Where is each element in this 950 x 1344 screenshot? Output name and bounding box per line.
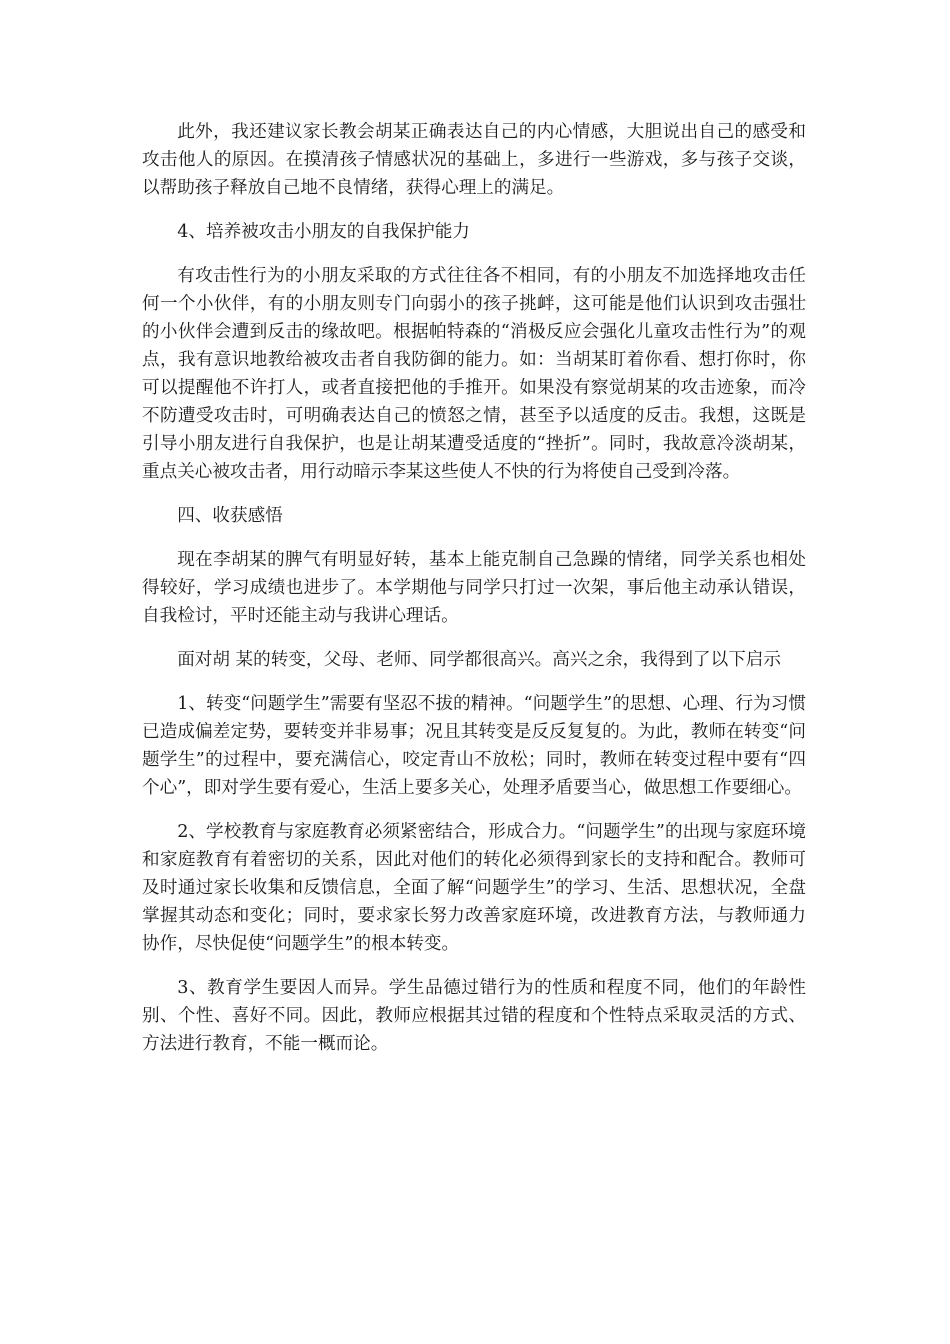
paragraph-inspiration-intro: 面对胡 某的转变，父母、老师、同学都很高兴。高兴之余，我得到了以下启示 xyxy=(177,650,781,670)
paragraph-improvement: 现在李胡某的脾气有明显好转，基本上能克制自己急躁的情绪，同学关系也相处得较好，学习成绩也进步了。本学期他与同学只打过一次架，事后他主动承认错误，自我检讨，平时还能主动与我讲心理话。 xyxy=(142,550,806,626)
section-heading-reflection: 四、收获感悟 xyxy=(177,506,283,526)
document-body xyxy=(142,118,806,1074)
paragraph-insight-3: 3、教育学生要因人而异。学生品德过错行为的性质和程度不同，他们的年龄性别、个性、喜好不同。因此，教师应根据其过错的程度和个性特点采取灵活的方式、方法进行教育，不能一概而论。 xyxy=(142,978,806,1054)
paragraph-insight-2: 2、学校教育与家庭教育必须紧密结合，形成合力。“问题学生”的出现与家庭环境和家庭教育有着密切的关系，因此对他们的转化必须得到家长的支持和配合。教师可及时通过家长收集和反馈信息，全面了解“问题学生”的学习、生活、思想状况，全盘掌握其动态和变化；同时，要求家长努力改善家庭环境，改进教育方法，与教师通力协作，尽快促使“问题学生”的根本转变。 xyxy=(142,822,806,954)
paragraph-insight-1: 1、转变“问题学生”需要有坚忍不拔的精神。“问题学生”的思想、心理、行为习惯已造成偏差定势，要转变并非易事；况且其转变是反反复复的。为此，教师在转变“问题学生”的过程中，要充满信心，咬定青山不放松；同时，教师在转变过程中要有“四个心”，即对学生要有爱心，生活上要多关心，处理矛盾要当心，做思想工作要细心。 xyxy=(142,694,806,798)
paragraph-parent-expression: 此外，我还建议家长教会胡某正确表达自己的内心情感，大胆说出自己的感受和攻击他人的原因。在摸清孩子情感状况的基础上，多进行一些游戏，多与孩子交谈，以帮助孩子释放自己地不良情绪，获得心理上的满足。 xyxy=(142,122,806,198)
section-heading-self-protection: 4、培养被攻击小朋友的自我保护能力 xyxy=(177,222,470,242)
paragraph-attack-behavior: 有攻击性行为的小朋友采取的方式往往各不相同，有的小朋友不加选择地攻击任何一个小伙伴，有的小朋友则专门向弱小的孩子挑衅，这可能是他们认识到攻击强壮的小伙伴会遭到反击的缘故吧。根据帕特森的“消极反应会强化儿童攻击性行为”的观点，我有意识地教给被攻击者自我防御的能力。如：当胡某盯着你看、想打你时，你可以提醒他不许打人，或者直接把他的手推开。如果没有察觉胡某的攻击迹象，而冷不防遭受攻击时，可明确表达自己的愤怒之情，甚至予以适度的反击。我想，这既是引导小朋友进行自我保护，也是让胡某遭受适度的“挫折”。同时，我故意冷淡胡某，重点关心被攻击者，用行动暗示李某这些使人不快的行为将使自己受到冷落。 xyxy=(142,266,806,482)
